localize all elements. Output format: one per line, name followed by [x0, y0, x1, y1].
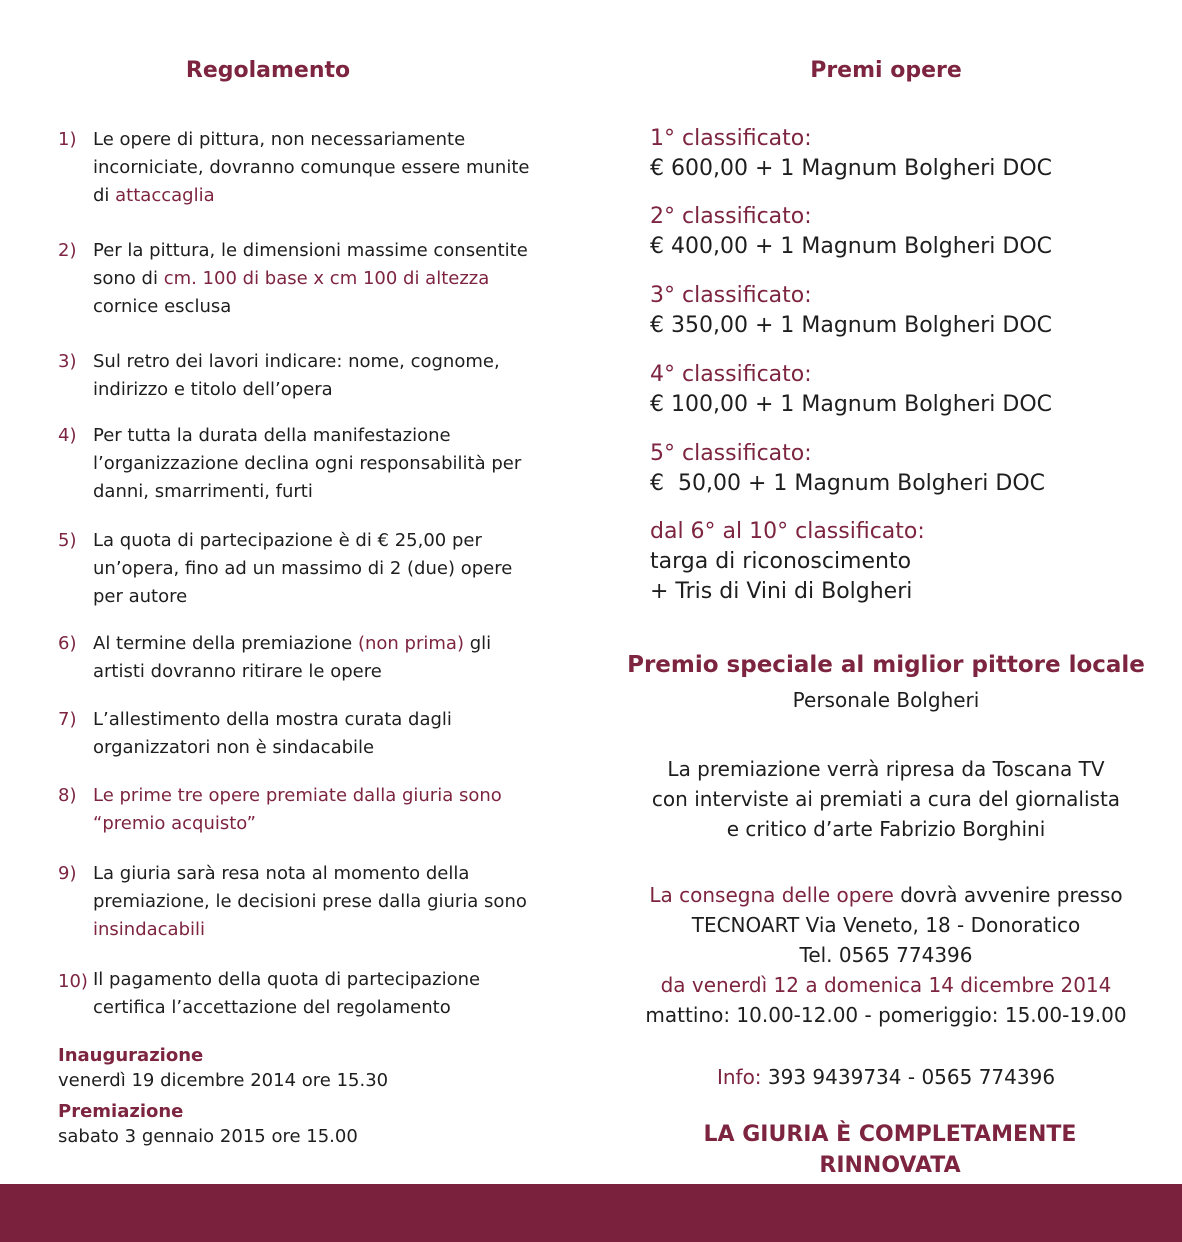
- rule-text: [93, 782, 538, 838]
- delivery-address: TECNOART Via Veneto, 18 - Donoratico: [691, 913, 1081, 937]
- rule-item: [58, 348, 538, 404]
- inauguration-label: Inaugurazione: [58, 1045, 204, 1066]
- rule-number: 4): [58, 425, 77, 446]
- awards-date: sabato 3 gennaio 2015 ore 15.00: [58, 1126, 358, 1147]
- rule-number: 2): [58, 240, 77, 261]
- delivery-rest: dovrà avvenire presso: [893, 883, 1123, 907]
- rule-text: [93, 527, 538, 611]
- events-block: [58, 1043, 388, 1149]
- delivery-tel: Tel. 0565 774396: [799, 943, 973, 967]
- prize-item: [650, 281, 1052, 341]
- rule-text-segment: gli artisti dovranno ritirare le opere: [93, 633, 492, 682]
- prize-label: 2° classificato:: [650, 204, 812, 229]
- prize-label: 5° classificato:: [650, 441, 812, 466]
- rule-item: [58, 422, 538, 506]
- inauguration-date: venerdì 19 dicembre 2014 ore 15.30: [58, 1070, 389, 1091]
- rule-item: [58, 527, 538, 611]
- rule-text-segment: La giuria sarà resa nota al momento della premiazione, le decisioni prese dalla giuria sono: [93, 863, 527, 912]
- rule-text-highlight: attaccaglia: [115, 185, 215, 206]
- rule-item: [58, 237, 538, 321]
- special-prize-sub: Personale Bolgheri: [792, 688, 980, 712]
- rule-text-segment: La quota di partecipazione è di € 25,00 per un’opera, fino ad un massimo di 2 (due) opere per autore: [93, 530, 513, 607]
- prize-label: 1° classificato:: [650, 126, 812, 151]
- rule-text-segment: cornice esclusa: [93, 296, 232, 317]
- prize-value: € 600,00 + 1 Magnum Bolgheri DOC: [650, 156, 1052, 181]
- delivery-hours: mattino: 10.00-12.00 - pomeriggio: 15.00-19.00: [645, 1003, 1127, 1027]
- rule-number: 8): [58, 785, 77, 806]
- rule-text-segment: L’allestimento della mostra curata dagli organizzatori non è sindacabile: [93, 709, 452, 758]
- rule-number: 9): [58, 863, 77, 884]
- tv-line: e critico d’arte Fabrizio Borghini: [726, 817, 1046, 841]
- rule-text: [93, 348, 538, 404]
- prize-value: € 50,00 + 1 Magnum Bolgheri DOC: [650, 471, 1045, 496]
- prize-item: [650, 124, 1052, 184]
- prize-label: 4° classificato:: [650, 362, 812, 387]
- rule-text: [93, 422, 538, 506]
- prize-item: [650, 360, 1052, 420]
- delivery-dates: da venerdì 12 a domenica 14 dicembre 2014: [660, 973, 1112, 997]
- rule-number: 1): [58, 129, 77, 150]
- rule-text: [93, 126, 538, 210]
- rule-item: [58, 126, 538, 210]
- footer-bar: [0, 1184, 1182, 1242]
- rule-text: [93, 237, 538, 321]
- rule-item: [58, 630, 538, 686]
- extra-prize-line2: + Tris di Vini di Bolgheri: [650, 579, 913, 604]
- rule-number: 3): [58, 351, 77, 372]
- rule-text-highlight: cm. 100 di base x cm 100 di altezza: [163, 268, 490, 289]
- rule-text-highlight: insindacabili: [93, 919, 206, 940]
- prize-value: € 400,00 + 1 Magnum Bolgheri DOC: [650, 234, 1052, 259]
- tv-line: con interviste ai premiati a cura del giornalista: [651, 787, 1121, 811]
- rule-text: [93, 706, 538, 762]
- delivery-lead: La consegna delle opere: [649, 883, 894, 907]
- premi-title: Premi opere: [810, 58, 962, 83]
- rule-text: [93, 630, 538, 686]
- rule-text-segment: Sul retro dei lavori indicare: nome, cognome, indirizzo e titolo dell’opera: [93, 351, 500, 400]
- rule-text-segment: Per la pittura, le dimensioni massime consentite sono di: [93, 240, 528, 289]
- info-label: Info:: [716, 1065, 762, 1089]
- regolamento-title: Regolamento: [185, 58, 351, 83]
- rule-number: 6): [58, 633, 77, 654]
- prize-value: € 350,00 + 1 Magnum Bolgheri DOC: [650, 313, 1052, 338]
- rule-number: 10): [58, 971, 88, 992]
- rule-number: 7): [58, 709, 77, 730]
- prize-item: [650, 439, 1045, 499]
- info-value: 393 9439734 - 0565 774396: [761, 1065, 1056, 1089]
- jury-note-text: LA GIURIA È COMPLETAMENTE RINNOVATA: [703, 1122, 1077, 1178]
- rule-text-segment: Per tutta la durata della manifestazione l’organizzazione declina ogni responsabilità per danni, smarrimenti, furti: [93, 425, 522, 502]
- delivery-info: [600, 880, 1172, 1030]
- special-prize-title: Premio speciale al miglior pittore locale: [627, 652, 1145, 678]
- rule-item: [58, 706, 538, 762]
- rule-item: [58, 782, 538, 838]
- info-line: [600, 1062, 1172, 1092]
- extra-prize-line1: targa di riconoscimento: [650, 549, 912, 574]
- awards-label: Premiazione: [58, 1101, 184, 1122]
- prize-item: [650, 202, 1052, 262]
- rule-item: [58, 966, 538, 1022]
- delivery-line: [600, 880, 1172, 910]
- rule-text: [93, 860, 538, 944]
- tv-line: La premiazione verrà ripresa da Toscana TV: [667, 757, 1105, 781]
- rule-item: [58, 860, 538, 944]
- jury-note: [630, 1119, 1150, 1181]
- extra-prize-label: dal 6° al 10° classificato:: [650, 519, 925, 544]
- rule-text-highlight: (non prima): [357, 633, 464, 654]
- rule-number: 5): [58, 530, 77, 551]
- rule-text-segment: Il pagamento della quota di partecipazione certifica l’accettazione del regolamento: [93, 969, 481, 1018]
- rule-text-segment: Le opere di pittura, non necessariamente incorniciate, dovranno comunque essere munite di: [93, 129, 530, 206]
- extra-prize: [650, 517, 925, 607]
- tv-note: [600, 754, 1172, 844]
- rule-text-highlight: Le prime tre opere premiate dalla giuria sono “premio acquisto”: [93, 785, 502, 834]
- rule-text-segment: Al termine della premiazione: [93, 633, 358, 654]
- special-prize: [600, 648, 1172, 718]
- rule-text: [93, 966, 538, 1022]
- prize-value: € 100,00 + 1 Magnum Bolgheri DOC: [650, 392, 1052, 417]
- prize-label: 3° classificato:: [650, 283, 812, 308]
